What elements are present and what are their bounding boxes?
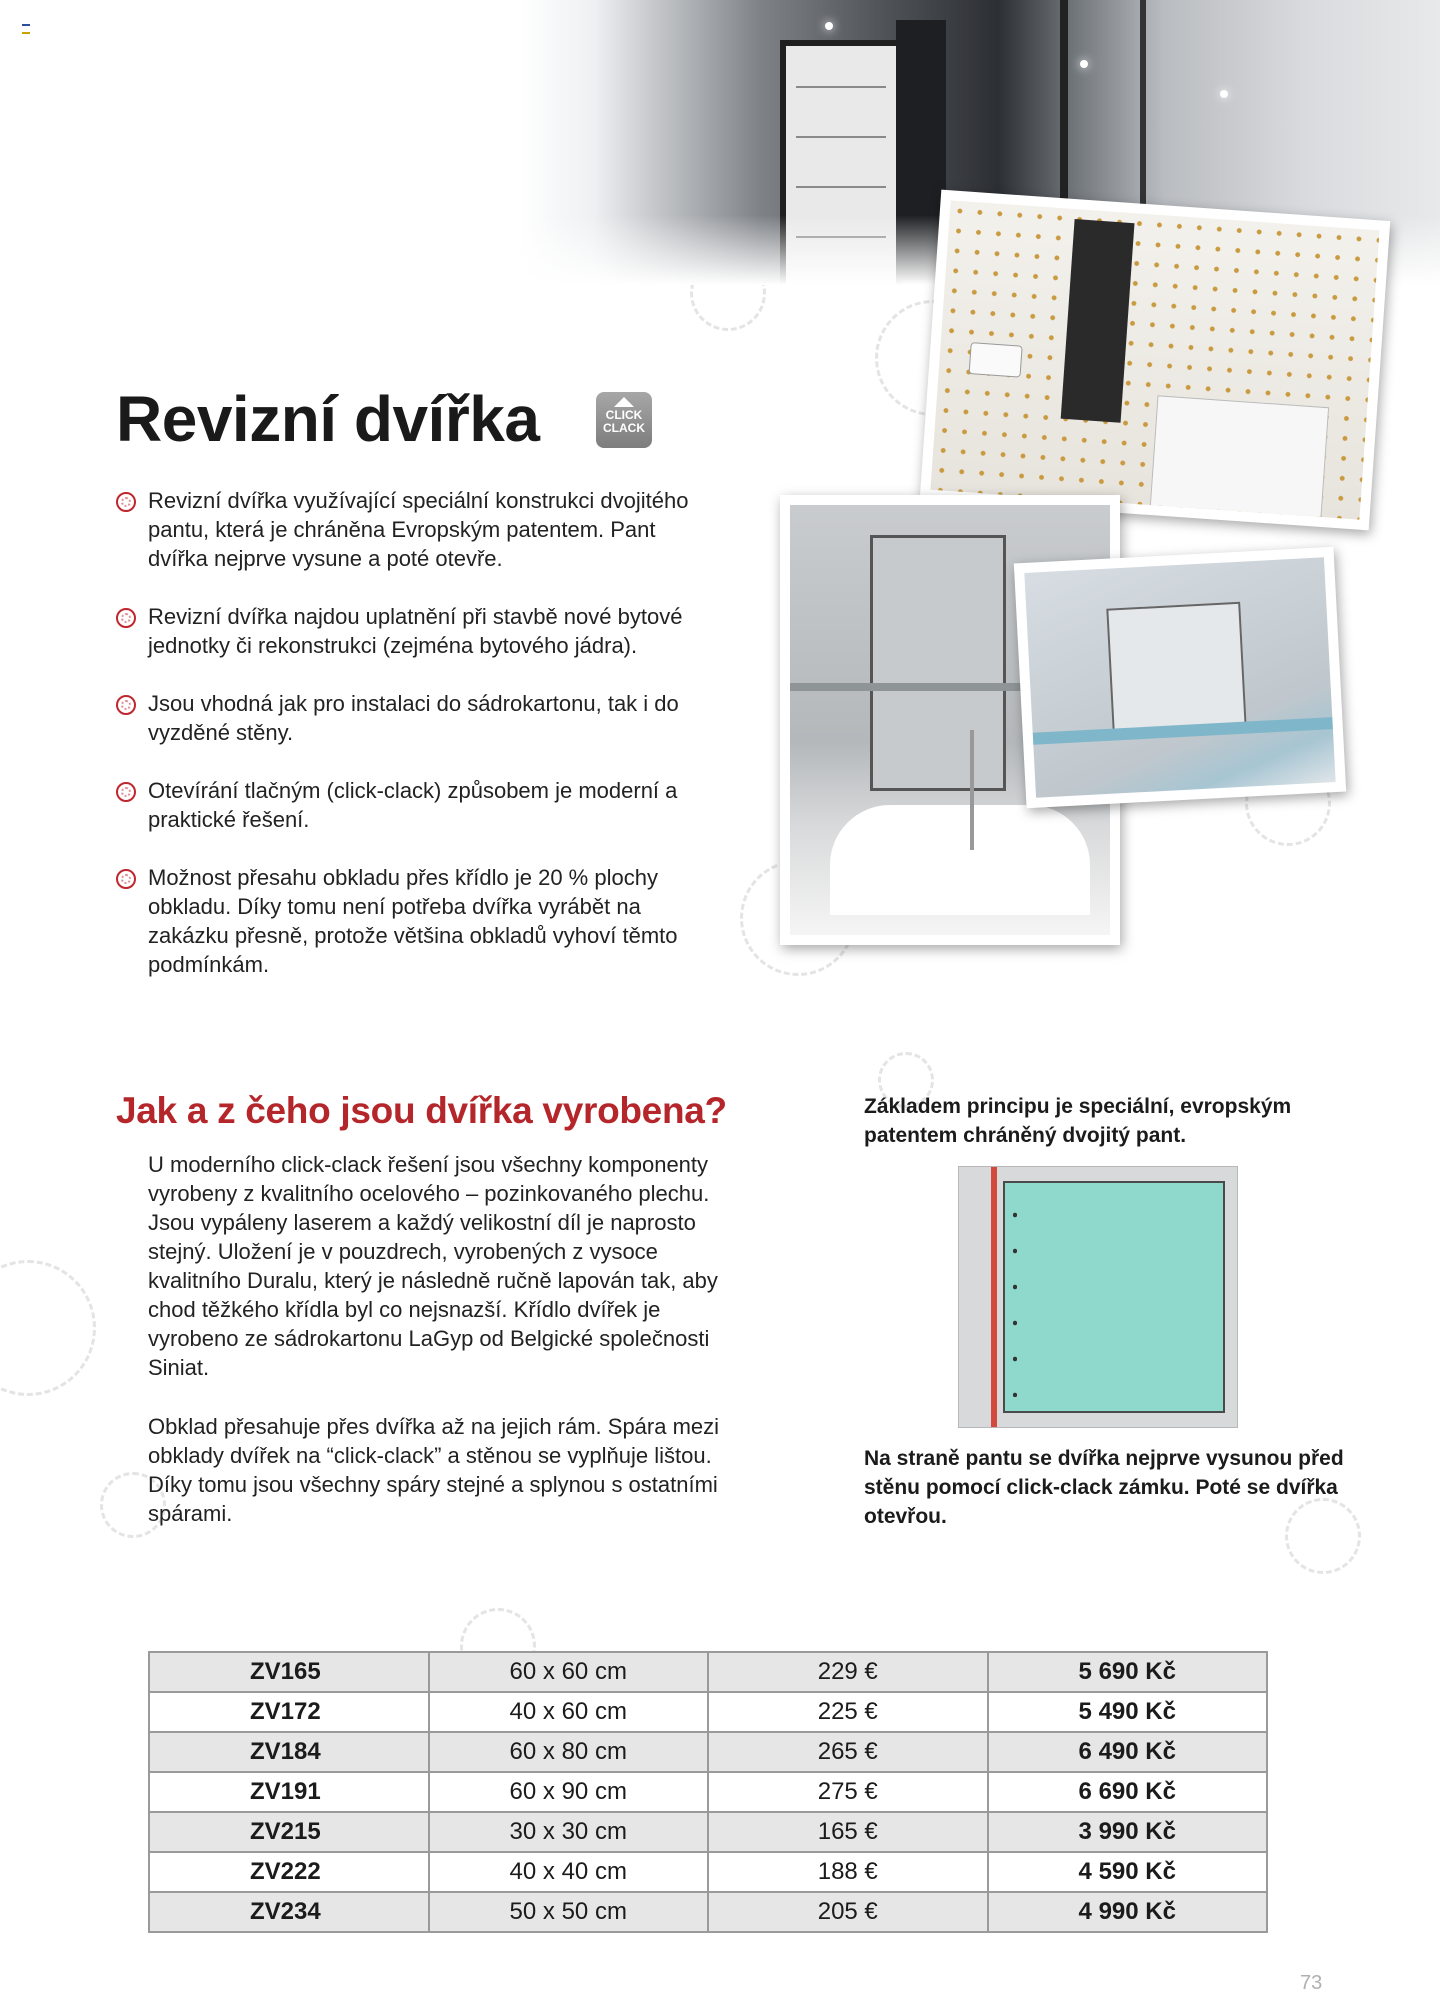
feature-list	[116, 486, 716, 1008]
hinge-caption: Základem principu je speciální, evropským patentem chráněný dvojitý pant.	[864, 1095, 1292, 1147]
product-code: ZV191	[149, 1772, 429, 1812]
table-row	[149, 1892, 1267, 1932]
gypsum-door-panel	[1003, 1181, 1225, 1413]
price-eur: 275 €	[708, 1772, 988, 1812]
product-size: 60 x 80 cm	[429, 1732, 709, 1772]
table-row	[149, 1852, 1267, 1892]
product-size: 60 x 60 cm	[429, 1652, 709, 1692]
section-paragraph: U moderního click-clack řešení jsou všechny komponenty vyrobeny z kvalitního ocelového – pozinkovaného plechu. Jsou vypáleny laserem a každý velikostní díl je naprosto stejný. Uložení je v pouzdrech, vyrobených z vysoce kvalitního Duralu, který je následně ručně lapován tak, aby chod těžkého křídla byl co nejsnazší. Křídlo dvířek je vyrobeno ze sádrokartonu LaGyp od Belgické společnosti Siniat.	[148, 1152, 718, 1380]
product-code: ZV234	[149, 1892, 429, 1932]
price-eur: 205 €	[708, 1892, 988, 1932]
list-item	[116, 776, 716, 834]
table-row	[149, 1812, 1267, 1852]
red-seal-strip	[991, 1167, 997, 1427]
product-code: ZV215	[149, 1812, 429, 1852]
list-item	[116, 602, 716, 660]
page-title: Revizní dvířka	[116, 383, 540, 455]
washing-machine	[1150, 395, 1329, 519]
hinge-door-photo	[958, 1166, 1238, 1428]
product-size: 50 x 50 cm	[429, 1892, 709, 1932]
ceiling-light-icon	[1080, 60, 1088, 68]
shower-head-icon	[970, 730, 974, 850]
product-code: ZV172	[149, 1692, 429, 1732]
decorative-gear-shape	[0, 1260, 96, 1396]
price-czk: 4 590 Kč	[988, 1852, 1268, 1892]
badge-text: CLACK	[603, 421, 645, 435]
list-item	[116, 863, 716, 979]
product-code: ZV165	[149, 1652, 429, 1692]
list-item	[116, 689, 716, 747]
price-czk: 6 690 Kč	[988, 1772, 1268, 1812]
price-eur: 188 €	[708, 1852, 988, 1892]
list-item-text: Revizní dvířka využívající speciální konstrukci dvojitého pantu, která je chráněna Evropským patentem. Pant dvířka nejprve vysune a poté otevře.	[148, 488, 689, 571]
price-eur: 165 €	[708, 1812, 988, 1852]
tiled-revision-door-closeup-photo	[1014, 547, 1346, 808]
arrow-up-icon	[614, 397, 634, 407]
product-code: ZV222	[149, 1852, 429, 1892]
price-eur: 265 €	[708, 1732, 988, 1772]
list-item-text: Revizní dvířka najdou uplatnění při stavbě nové bytové jednotky či rekonstrukci (zejména bytového jádra).	[148, 604, 683, 658]
price-table	[148, 1651, 1268, 1933]
price-eur: 225 €	[708, 1692, 988, 1732]
screw-holes	[1013, 1197, 1017, 1397]
list-item-text: Možnost přesahu obkladu přes křídlo je 20 % plochy obkladu. Díky tomu není potřeba dvířka vyrábět na zakázku přesně, protože většina obkladů vyhoví těmto podmínkám.	[148, 865, 678, 977]
wall-revision-door	[1106, 602, 1246, 733]
socket-icon	[969, 342, 1023, 378]
corner-mark-icon	[22, 24, 30, 34]
bullet-gear-icon	[116, 695, 136, 715]
table-row	[149, 1652, 1267, 1692]
list-item-text: Otevírání tlačným (click-clack) způsobem je moderní a praktické řešení.	[148, 778, 678, 832]
product-code: ZV184	[149, 1732, 429, 1772]
hinge-caption: Na straně pantu se dvířka nejprve vysunou před stěnu pomocí click-clack zámku. Poté se dvířka otevřou.	[864, 1447, 1344, 1528]
ceiling-light-icon	[1220, 90, 1228, 98]
price-czk: 3 990 Kč	[988, 1812, 1268, 1852]
table-row	[149, 1732, 1267, 1772]
product-size: 40 x 60 cm	[429, 1692, 709, 1732]
wall-revision-door	[870, 535, 1006, 791]
price-czk: 5 490 Kč	[988, 1692, 1268, 1732]
product-size: 60 x 90 cm	[429, 1772, 709, 1812]
section-paragraph: Obklad přesahuje přes dvířka až na jejich rám. Spára mezi obklady dvířek na “click-clack” a stěnou se vyplňuje lištou. Díky tomu jsou všechny spáry stejné a splynou s ostatními spárami.	[148, 1414, 720, 1526]
price-czk: 6 490 Kč	[988, 1732, 1268, 1772]
product-size: 40 x 40 cm	[429, 1852, 709, 1892]
table-row	[149, 1692, 1267, 1732]
ceiling-light-icon	[825, 22, 833, 30]
price-eur: 229 €	[708, 1652, 988, 1692]
bullet-gear-icon	[116, 492, 136, 512]
tiled-door-panel	[1061, 219, 1135, 423]
bathtub	[830, 805, 1090, 915]
list-item	[116, 486, 716, 573]
badge-text: CLICK	[605, 408, 643, 422]
open-service-cabinet	[780, 40, 902, 285]
click-clack-badge-icon	[596, 392, 652, 448]
price-czk: 5 690 Kč	[988, 1652, 1268, 1692]
bullet-gear-icon	[116, 608, 136, 628]
price-czk: 4 990 Kč	[988, 1892, 1268, 1932]
page-number: 73	[1300, 1972, 1323, 1994]
section-heading: Jak a z čeho jsou dvířka vyrobena?	[116, 1090, 727, 1131]
bullet-gear-icon	[116, 869, 136, 889]
bullet-gear-icon	[116, 782, 136, 802]
table-row	[149, 1772, 1267, 1812]
mosaic-wall-revision-door-photo	[920, 190, 1391, 531]
list-item-text: Jsou vhodná jak pro instalaci do sádrokartonu, tak i do vyzděné stěny.	[148, 691, 679, 745]
product-size: 30 x 30 cm	[429, 1812, 709, 1852]
